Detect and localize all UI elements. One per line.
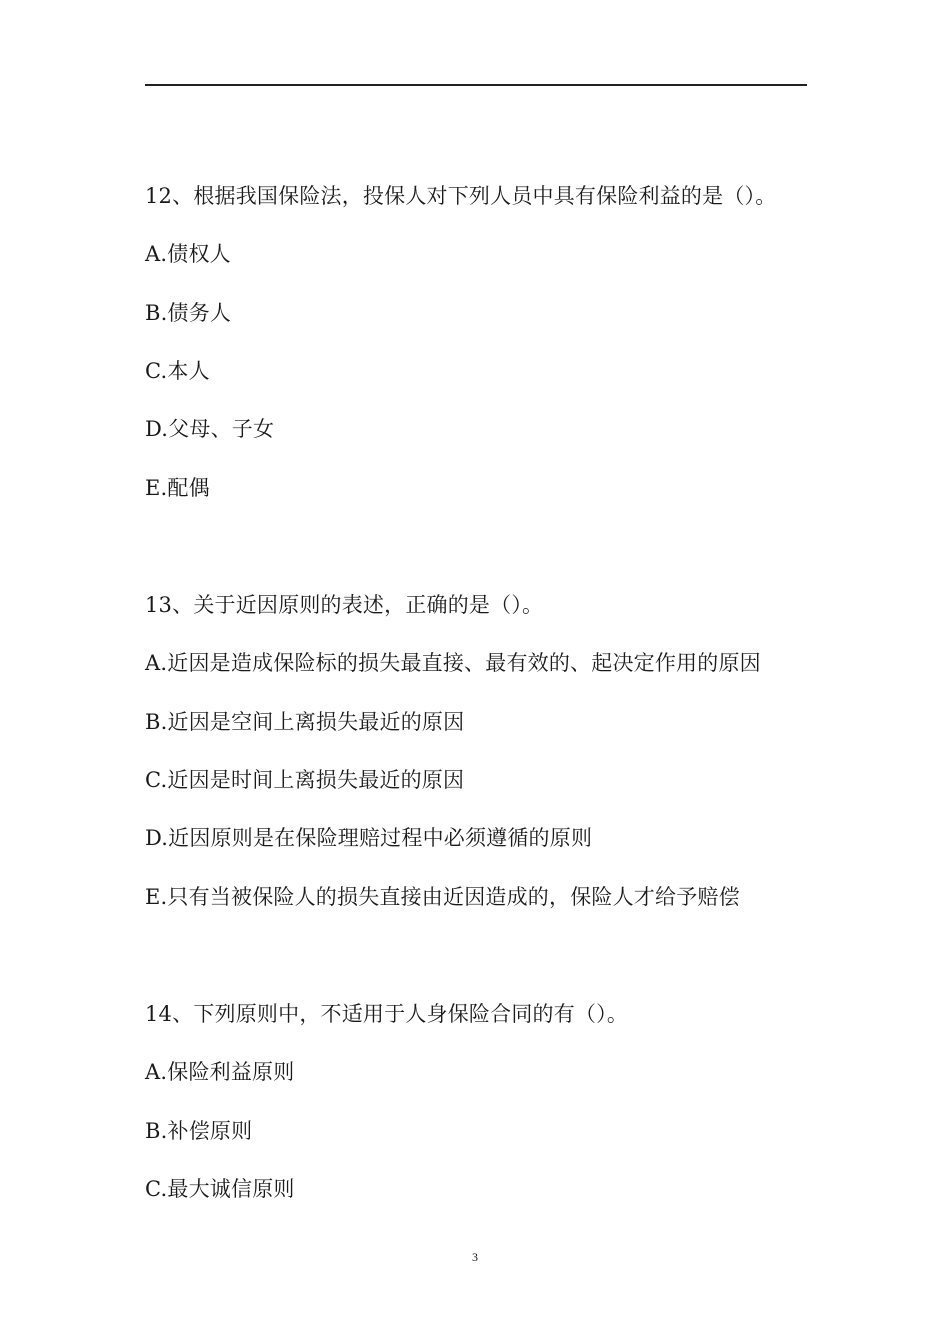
option-a: A.近因是造成保险标的损失最直接、最有效的、起决定作用的原因 — [145, 651, 761, 675]
option-d: D.近因原则是在保险理赔过程中必须遵循的原则 — [145, 826, 593, 850]
option-a: A.债权人 — [145, 242, 231, 266]
option-c: C.本人 — [145, 359, 210, 383]
question-stem: 13、关于近因原则的表述，正确的是（）。 — [145, 593, 544, 617]
page-number: 3 — [472, 1250, 478, 1264]
header-rule — [145, 84, 807, 86]
option-c: C.最大诚信原则 — [145, 1177, 295, 1201]
option-e: E.配偶 — [145, 476, 210, 500]
option-c: C.近因是时间上离损失最近的原因 — [145, 768, 465, 792]
option-b: B.债务人 — [145, 301, 232, 325]
question-stem: 12、根据我国保险法，投保人对下列人员中具有保险利益的是（）。 — [145, 184, 777, 208]
option-b: B.近因是空间上离损失最近的原因 — [145, 710, 465, 734]
option-e: E.只有当被保险人的损失直接由近因造成的，保险人才给予赔偿 — [145, 885, 740, 909]
question-stem: 14、下列原则中，不适用于人身保险合同的有（）。 — [145, 1002, 629, 1026]
option-a: A.保险利益原则 — [145, 1060, 295, 1084]
option-b: B.补偿原则 — [145, 1119, 253, 1143]
option-d: D.父母、子女 — [145, 417, 275, 441]
